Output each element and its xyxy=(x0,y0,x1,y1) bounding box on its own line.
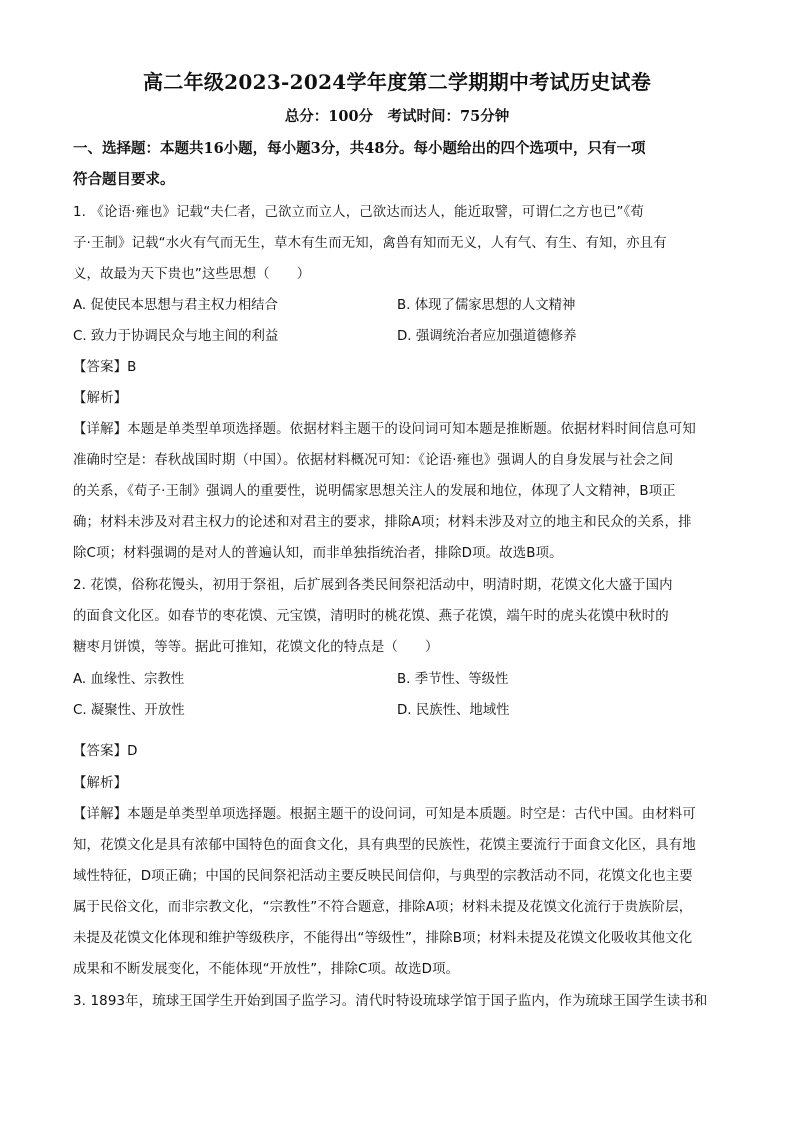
q1-detail-line-2: 准确时空是：春秋战国时期（中国）。依据材料概况可知：《论语·雍也》强调人的自身发展与社会之间 xyxy=(73,453,674,468)
section-heading-line-1: 一、选择题：本题共16小题，每小题3分，共48分。每小题给出的四个选项中，只有一项 xyxy=(73,140,646,157)
q1-analysis-label: 【解析】 xyxy=(73,391,128,406)
section-heading-line-2: 符合题目要求。 xyxy=(73,171,175,188)
q1-option-c: C. 致力于协调民众与地主间的利益 xyxy=(73,329,279,344)
q2-detail-line-6: 成果和不断发展变化，不能体现“开放性”，排除C项。故选D项。 xyxy=(73,962,460,977)
q1-answer: 【答案】B xyxy=(73,360,137,375)
q2-stem-line-3: 糖枣月饼馍，等等。据此可推知，花馍文化的特点是（ ） xyxy=(73,640,439,655)
q1-option-a: A. 促使民本思想与君主权力相结合 xyxy=(73,298,278,313)
q2-answer: 【答案】D xyxy=(73,744,138,759)
q1-detail-line-1: 【详解】本题是单类型单项选择题。依据材料主题干的设问词可知本题是推断题。依据材料时间信息可知 xyxy=(73,422,696,437)
q1-option-b: B. 体现了儒家思想的人文精神 xyxy=(397,298,576,313)
q2-analysis-label: 【解析】 xyxy=(73,776,128,791)
q1-detail-line-3: 的关系，《荀子·王制》强调人的重要性，说明儒家思想关注人的发展和地位，体现了人文精神，B项正 xyxy=(73,484,676,499)
q2-option-a: A. 血缘性、宗教性 xyxy=(73,672,185,687)
q2-detail-line-3: 域性特征，D项正确；中国的民间祭祀活动主要反映民间信仰，与典型的宗教活动不同，花馍文化也主要 xyxy=(73,869,693,884)
q2-detail-line-1: 【详解】本题是单类型单项选择题。根据主题干的设问词，可知是本质题。时空是：古代中国。由材料可 xyxy=(73,807,696,822)
q1-option-d: D. 强调统治者应加强道德修养 xyxy=(397,329,577,344)
q1-stem-line-1: 1. 《论语·雍也》记载“夫仁者，己欲立而立人，己欲达而达人，能近取譬，可谓仁之方也已”《荀 xyxy=(73,205,644,220)
q2-detail-line-4: 属于民俗文化，而非宗教文化，“宗教性”不符合题意，排除A项；材料未提及花馍文化流行于贵族阶层， xyxy=(73,900,693,915)
q2-detail-line-2: 知，花馍文化是具有浓郁中国特色的面食文化，具有典型的民族性，花馍主要流行于面食文化区，具有地 xyxy=(73,838,696,853)
q2-option-d: D. 民族性、地域性 xyxy=(397,703,510,718)
exam-subtitle: 总分：100分 考试时间：75分钟 xyxy=(284,108,510,125)
q3-stem-line-1: 3. 1893年，琉球王国学生开始到国子监学习。清代时特设琉球学馆于国子监内，作为琉球王国学生读书和 xyxy=(73,994,708,1009)
q2-stem-line-1: 2. 花馍，俗称花馒头，初用于祭祖，后扩展到各类民间祭祀活动中，明清时期，花馍文化大盛于国内 xyxy=(73,578,673,593)
exam-title: 高二年级2023-2024学年度第二学期期中考试历史试卷 xyxy=(142,70,652,94)
q2-detail-line-5: 未提及花馍文化体现和维护等级秩序，不能得出“等级性”，排除B项；材料未提及花馍文化吸收其他文化 xyxy=(73,931,693,946)
q1-stem-line-2: 子·王制》记载“水火有气而无生，草木有生而无知，禽兽有知而无义，人有气、有生、有知，亦且有 xyxy=(73,236,667,251)
q2-stem-line-2: 的面食文化区。如春节的枣花馍、元宝馍，清明时的桃花馍、燕子花馍，端午时的虎头花馍中秋时的 xyxy=(73,609,669,624)
q2-option-b: B. 季节性、等级性 xyxy=(397,672,509,687)
q1-stem-line-3: 义，故最为天下贵也”这些思想（ ） xyxy=(73,267,311,282)
q1-detail-line-4: 确；材料未涉及对君主权力的论述和对君主的要求，排除A项；材料未涉及对立的地主和民众的关系，排 xyxy=(73,515,692,530)
q2-option-c: C. 凝聚性、开放性 xyxy=(73,703,185,718)
q1-detail-line-5: 除C项；材料强调的是对人的普遍认知，而非单独指统治者，排除D项。故选B项。 xyxy=(73,546,563,561)
